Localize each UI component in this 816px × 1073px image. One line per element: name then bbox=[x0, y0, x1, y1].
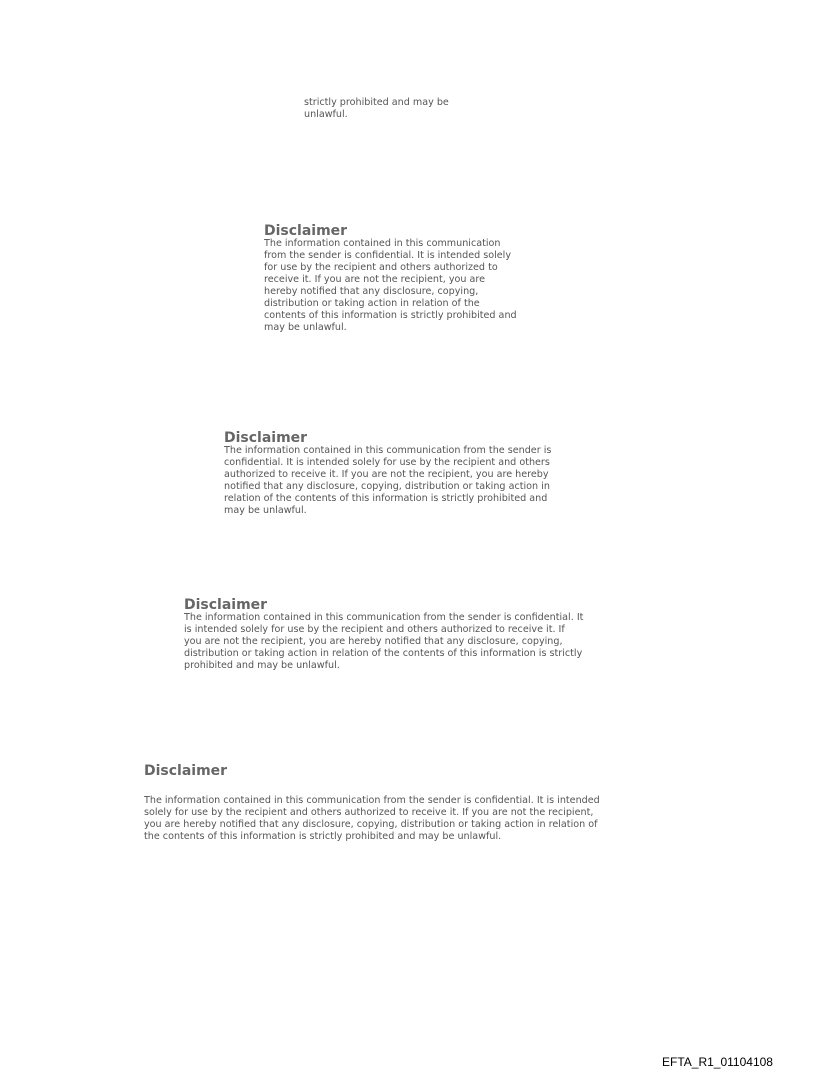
disclaimer-block bbox=[264, 224, 564, 334]
disclaimer-block bbox=[184, 598, 654, 672]
disclaimer-fragment-text: strictly prohibited and may be unlawful. bbox=[304, 97, 449, 120]
disclaimer-heading: Disclaimer bbox=[144, 763, 228, 779]
disclaimer-heading: Disclaimer bbox=[264, 223, 348, 239]
disclaimer-text: The information contained in this communication from the sender is confidential. It is intended solely for use by the recipient and others authorized to receive it. If you are not the recipient, you are hereby notified that any disclosure, copying, distribution or taking action in relation of the contents of this information is strictly prohibited and may be unlawful. bbox=[144, 795, 600, 842]
disclaimer-heading: Disclaimer bbox=[184, 597, 268, 613]
disclaimer-fragment bbox=[304, 97, 504, 121]
disclaimer-text: The information contained in this communication from the sender is confidential. It is intended solely for use by the recipient and others authorized to receive it. If you are not the recipient, you are hereby notified that any disclosure, copying, distribution or taking action in relation of the contents of this information is strictly prohibited and may be unlawful. bbox=[264, 238, 517, 333]
disclaimer-block bbox=[144, 764, 684, 843]
disclaimer-text: The information contained in this communication from the sender is confidential. It is intended solely for use by the recipient and others authorized to receive it. If you are not the recipient, you are hereby notified that any disclosure, copying, distribution or taking action in relation of the contents of this information is strictly prohibited and may be unlawful. bbox=[224, 445, 552, 516]
disclaimer-text: The information contained in this communication from the sender is confidential. It is intended solely for use by the recipient and others authorized to receive it. If you are not the recipient, you are hereby notified that any disclosure, copying, distribution or taking action in relation of the contents of this information is strictly prohibited and may be unlawful. bbox=[184, 612, 584, 671]
disclaimer-block bbox=[224, 431, 614, 517]
disclaimer-heading: Disclaimer bbox=[224, 430, 308, 446]
document-id: EFTA_R1_01104108 bbox=[662, 1055, 773, 1069]
